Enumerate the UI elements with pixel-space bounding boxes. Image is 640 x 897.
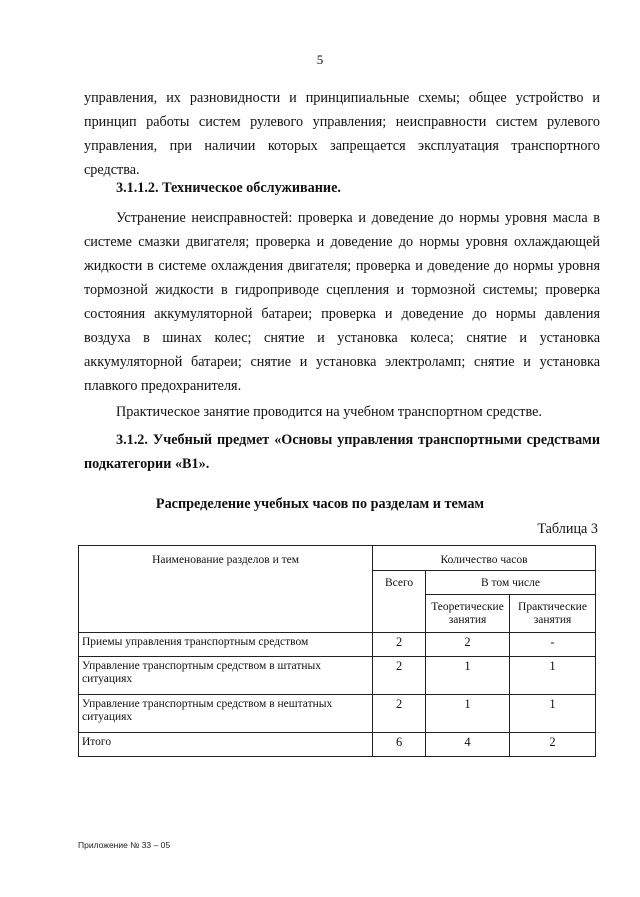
header-total: Всего [373, 571, 426, 633]
row-practice: 2 [510, 733, 596, 757]
row-practice: 1 [510, 657, 596, 695]
paragraph-maintenance: Устранение неисправностей: проверка и доведение до нормы уровня масла в системе смазки двигателя; проверка и доведение до нормы уровня охлаждающей жидкости в системе охлаждения двигателя; проверка и доведение до нормы уровня тормозной жидкости в гидроприводе сцепления и тормозной системы; проверка состояния аккумуляторной батареи; проверка и доведение до нормы давления воздуха в шинах колес; снятие и установка колеса; снятие и установка аккумуляторной батареи; снятие и установка электроламп; снятие и установка плавкого предохранителя. [84, 210, 600, 394]
header-name: Наименование разделов и тем [79, 546, 373, 633]
row-theory: 1 [426, 695, 510, 733]
paragraph-steering: управления, их разновидности и принципиальные схемы; общее устройство и принцип работы систем рулевого управления; неисправности систем рулевого управления, при наличии которых запрещается эксплуатация транспортного средства. [84, 90, 600, 178]
row-practice: - [510, 633, 596, 657]
header-including: В том числе [426, 571, 596, 595]
hours-table [78, 545, 596, 757]
row-theory: 1 [426, 657, 510, 695]
row-name: Приемы управления транспортным средством [79, 633, 373, 657]
header-practice: Практические занятия [510, 595, 596, 633]
table-title: Распределение учебных часов по разделам и темам [155, 496, 485, 512]
table-row [79, 695, 596, 733]
row-total: 6 [373, 733, 426, 757]
header-theory: Теоретические занятия [426, 595, 510, 633]
row-practice: 1 [510, 695, 596, 733]
row-total: 2 [373, 633, 426, 657]
header-hours: Количество часов [373, 546, 596, 571]
row-name: Управление транспортным средством в штатных ситуациях [79, 657, 373, 695]
page-number: 5 [316, 52, 324, 67]
table-row [79, 657, 596, 695]
row-total: 2 [373, 657, 426, 695]
row-name: Итого [79, 733, 373, 757]
row-theory: 4 [426, 733, 510, 757]
section-heading-subject: 3.1.2. Учебный предмет «Основы управления транспортными средствами подкатегории «В1». [84, 432, 600, 472]
section-heading-maintenance: 3.1.1.2. Техническое обслуживание. [116, 180, 341, 196]
footer-note: Приложение № 33 – 05 [78, 840, 171, 850]
row-name: Управление транспортным средством в нештатных ситуациях [79, 695, 373, 733]
row-theory: 2 [426, 633, 510, 657]
table-row-total [79, 733, 596, 757]
table-label: Таблица 3 [537, 521, 598, 537]
table-row [79, 633, 596, 657]
paragraph-practical: Практическое занятие проводится на учебном транспортном средстве. [116, 404, 542, 420]
row-total: 2 [373, 695, 426, 733]
